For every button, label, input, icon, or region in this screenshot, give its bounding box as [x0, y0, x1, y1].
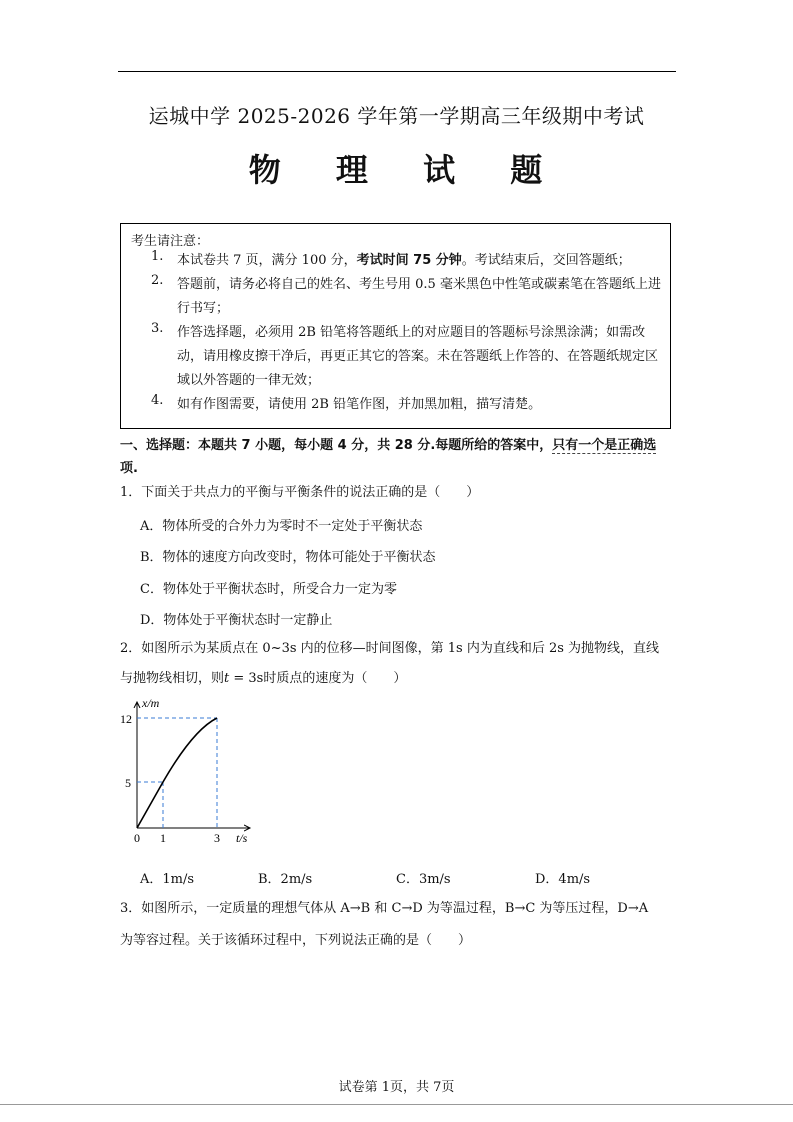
- notice-text: 答题前，请务必将自己的姓名、考生号用 0.5 毫米黑色中性笔或碳素笔在答题纸上进行书写；: [177, 277, 661, 316]
- q2-option-d: D．4m/s: [535, 872, 591, 887]
- x-tick-1: 1: [160, 831, 166, 845]
- xt-graph: [112, 694, 272, 846]
- x-axis-label: t/s: [236, 831, 248, 845]
- subject-title: 物 理 试 题: [248, 151, 565, 189]
- question-3-stem: 3．如图所示，一定质量的理想气体从 A→B 和 C→D 为等温过程，B→C 为等压过程，D→A 为等容过程。关于该循环过程中，下列说法正确的是（ ）: [120, 901, 649, 948]
- y-axis-label: x/m: [142, 696, 160, 710]
- q2-option-c: C．3m/s: [396, 872, 451, 887]
- notice-box: 考生请注意： 1. 本试卷共 7 页，满分 100 分，考试时间 75 分钟。考试结束后，交回答题纸； 2. 答题前，请务必将自己的姓名、考生号用 0.5 毫米黑色中性笔或碳素笔在答题纸上进行书写； 3. 作答选择题，必须用 2B 铅笔将答题纸上的对应题目的答题标号涂黑涂满；如需改动，请用橡皮擦干净后，再更正其它的答案。未在答题纸上作答的、在答题纸规定区域以外答题的一律无效； 4. 如有作图需要，请使用 2B 铅笔作图，并加黑加粗，描写清楚。: [120, 223, 671, 429]
- notice-text: 作答选择题，必须用 2B 铅笔将答题纸上的对应题目的答题标号涂黑涂满；如需改动，请用橡皮擦干净后，再更正其它的答案。未在答题纸上作答的、在答题纸规定区域以外答题的一律无效；: [177, 325, 659, 388]
- question-1-stem: 1．下面关于共点力的平衡与平衡条件的说法正确的是（ ）: [120, 485, 480, 500]
- x-tick-0: 0: [134, 831, 140, 845]
- notice-text: 如有作图需要，请使用 2B 铅笔作图，并加黑加粗，描写清楚。: [177, 397, 542, 412]
- exam-time-bold: 考试时间 75 分钟: [356, 253, 462, 268]
- q2-option-b: B．2m/s: [258, 872, 313, 887]
- underlined-phrase: 只有一个是正确选: [552, 438, 657, 453]
- section-heading: 一、选择题：本题共 7 小题，每小题 4 分，共 28 分.每题所给的答案中，只有一个是正确选 项.: [120, 438, 657, 476]
- q1-option-b: B．物体的速度方向改变时，物体可能处于平衡状态: [140, 550, 436, 565]
- notice-num: 1.: [151, 249, 164, 264]
- xt-curve: [137, 718, 217, 828]
- q1-option-c: C．物体处于平衡状态时，所受合力一定为零: [140, 582, 397, 597]
- notice-num: 4.: [151, 393, 164, 408]
- page-footer: 试卷第 1页，共 7页: [338, 1080, 455, 1095]
- top-rule: [118, 71, 676, 72]
- q2-option-a: A．1m/s: [140, 872, 195, 887]
- q1-option-a: A．物体所受的合外力为零时不一定处于平衡状态: [140, 519, 423, 534]
- x-tick-3: 3: [214, 831, 220, 845]
- y-tick-12: 12: [120, 712, 132, 726]
- bottom-rule: [0, 1104, 793, 1105]
- notice-title: 考生请注意：: [131, 234, 210, 249]
- notice-num: 3.: [151, 321, 164, 336]
- exam-title: 运城中学 2025-2026 学年第一学期高三年级期中考试: [148, 104, 645, 128]
- question-2-stem: 2．如图所示为某质点在 0~3s 内的位移—时间图像，第 1s 内为直线和后 2s 为抛物线，直线 与抛物线相切，则𝑡 = 3s时质点的速度为（ ）: [120, 641, 660, 686]
- notice-num: 2.: [151, 273, 164, 288]
- q1-option-d: D．物体处于平衡状态时一定静止: [140, 613, 333, 628]
- y-tick-5: 5: [125, 776, 131, 790]
